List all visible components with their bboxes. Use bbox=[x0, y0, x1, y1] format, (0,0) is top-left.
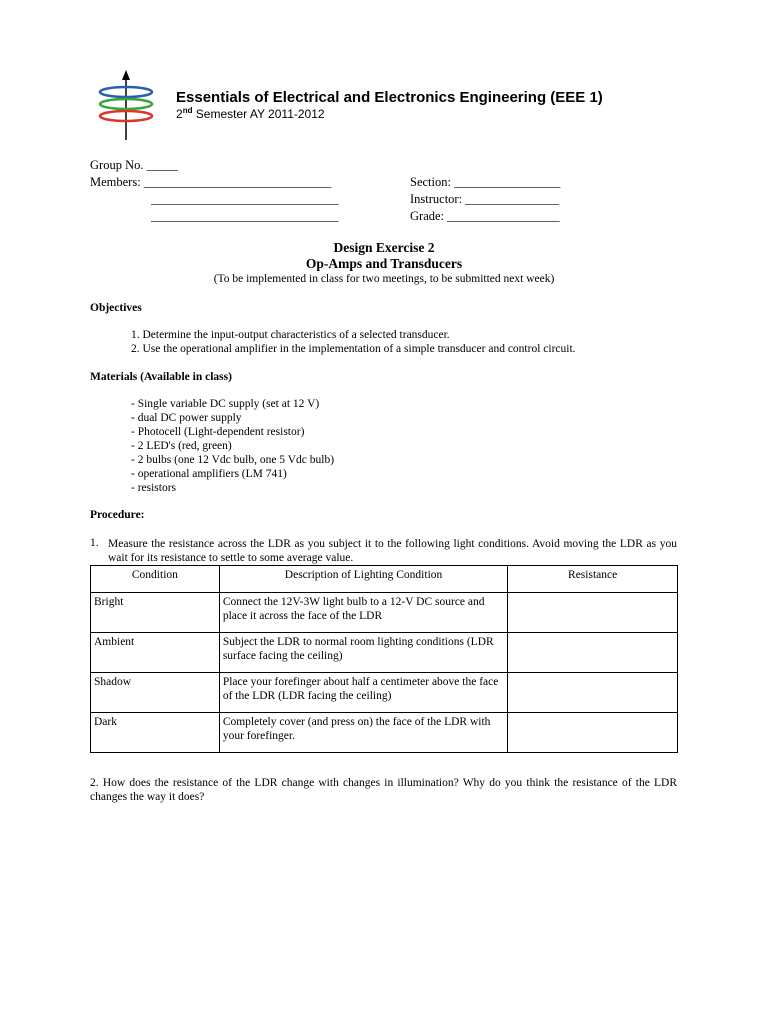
group-no-field[interactable]: Group No. _____ bbox=[90, 158, 178, 172]
step2-question: 2. How does the resistance of the LDR change with changes in illumination? Why do you think the resistance of the LDR changes the way it does? bbox=[90, 777, 677, 803]
material-item: - Single variable DC supply (set at 12 V) bbox=[131, 398, 320, 410]
material-item: - resistors bbox=[131, 482, 177, 494]
objective-item: 2. Use the operational amplifier in the implementation of a simple transducer and control circuit. bbox=[131, 343, 576, 355]
exercise-note: (To be implemented in class for two meetings, to be submitted next week) bbox=[213, 273, 555, 285]
condition-cell: Dark bbox=[91, 713, 220, 753]
semester-line bbox=[176, 106, 325, 121]
members-field-line3[interactable]: ______________________________ bbox=[151, 209, 339, 223]
semester-number: 2 bbox=[176, 107, 183, 121]
material-item: - dual DC power supply bbox=[131, 412, 242, 424]
column-header: Description of Lighting Condition bbox=[219, 566, 507, 593]
description-cell: Connect the 12V-3W light bulb to a 12-V DC source and place it across the face of the LDR bbox=[219, 593, 507, 633]
table-row bbox=[91, 633, 678, 673]
resistance-cell[interactable] bbox=[508, 593, 678, 633]
description-cell: Completely cover (and press on) the face of the LDR with your forefinger. bbox=[219, 713, 507, 753]
resistance-cell[interactable] bbox=[508, 713, 678, 753]
exercise-title: Design Exercise 2 bbox=[333, 240, 435, 255]
material-item: - 2 bulbs (one 12 Vdc bulb, one 5 Vdc bulb) bbox=[131, 454, 335, 466]
material-item: - Photocell (Light-dependent resistor) bbox=[131, 426, 305, 438]
description-cell: Subject the LDR to normal room lighting conditions (LDR surface facing the ceiling) bbox=[219, 633, 507, 673]
exercise-subtitle: Op-Amps and Transducers bbox=[305, 256, 463, 271]
materials-heading: Materials (Available in class) bbox=[90, 371, 232, 383]
members-field-line2[interactable]: ______________________________ bbox=[151, 192, 339, 206]
condition-cell: Ambient bbox=[91, 633, 220, 673]
condition-cell: Bright bbox=[91, 593, 220, 633]
instructor-field[interactable]: Instructor: _______________ bbox=[410, 192, 559, 206]
step1-text: Measure the resistance across the LDR as you subject it to the following light conditions. Avoid moving the LDR as you wait for its resistance to settle to some average value. bbox=[108, 538, 677, 564]
table-row bbox=[91, 673, 678, 713]
resistance-cell[interactable] bbox=[508, 673, 678, 713]
section-field[interactable]: Section: _________________ bbox=[410, 175, 561, 189]
objectives-heading: Objectives bbox=[90, 302, 142, 314]
procedure-heading: Procedure: bbox=[90, 509, 145, 521]
column-header: Condition bbox=[91, 566, 220, 593]
course-title: Essentials of Electrical and Electronics Engineering (EEE 1) bbox=[176, 89, 603, 106]
condition-cell: Shadow bbox=[91, 673, 220, 713]
table-header-row bbox=[91, 566, 678, 593]
table-row bbox=[91, 713, 678, 753]
semester-ordinal: nd bbox=[182, 106, 193, 115]
material-item: - 2 LED's (red, green) bbox=[131, 440, 232, 452]
members-field[interactable]: Members: ______________________________ bbox=[90, 175, 332, 189]
resistance-cell[interactable] bbox=[508, 633, 678, 673]
lighting-conditions-table bbox=[90, 565, 678, 753]
column-header: Resistance bbox=[508, 566, 678, 593]
material-item: - operational amplifiers (LM 741) bbox=[131, 468, 287, 480]
semester-year: Semester AY 2011-2012 bbox=[192, 107, 325, 121]
objective-item: 1. Determine the input-output characteristics of a selected transducer. bbox=[131, 329, 450, 341]
grade-field[interactable]: Grade: __________________ bbox=[410, 209, 560, 223]
course-logo bbox=[88, 70, 158, 142]
description-cell: Place your forefinger about half a centimeter above the face of the LDR (LDR facing the ceiling) bbox=[219, 673, 507, 713]
table-row bbox=[91, 593, 678, 633]
step1-number: 1. bbox=[90, 537, 99, 549]
